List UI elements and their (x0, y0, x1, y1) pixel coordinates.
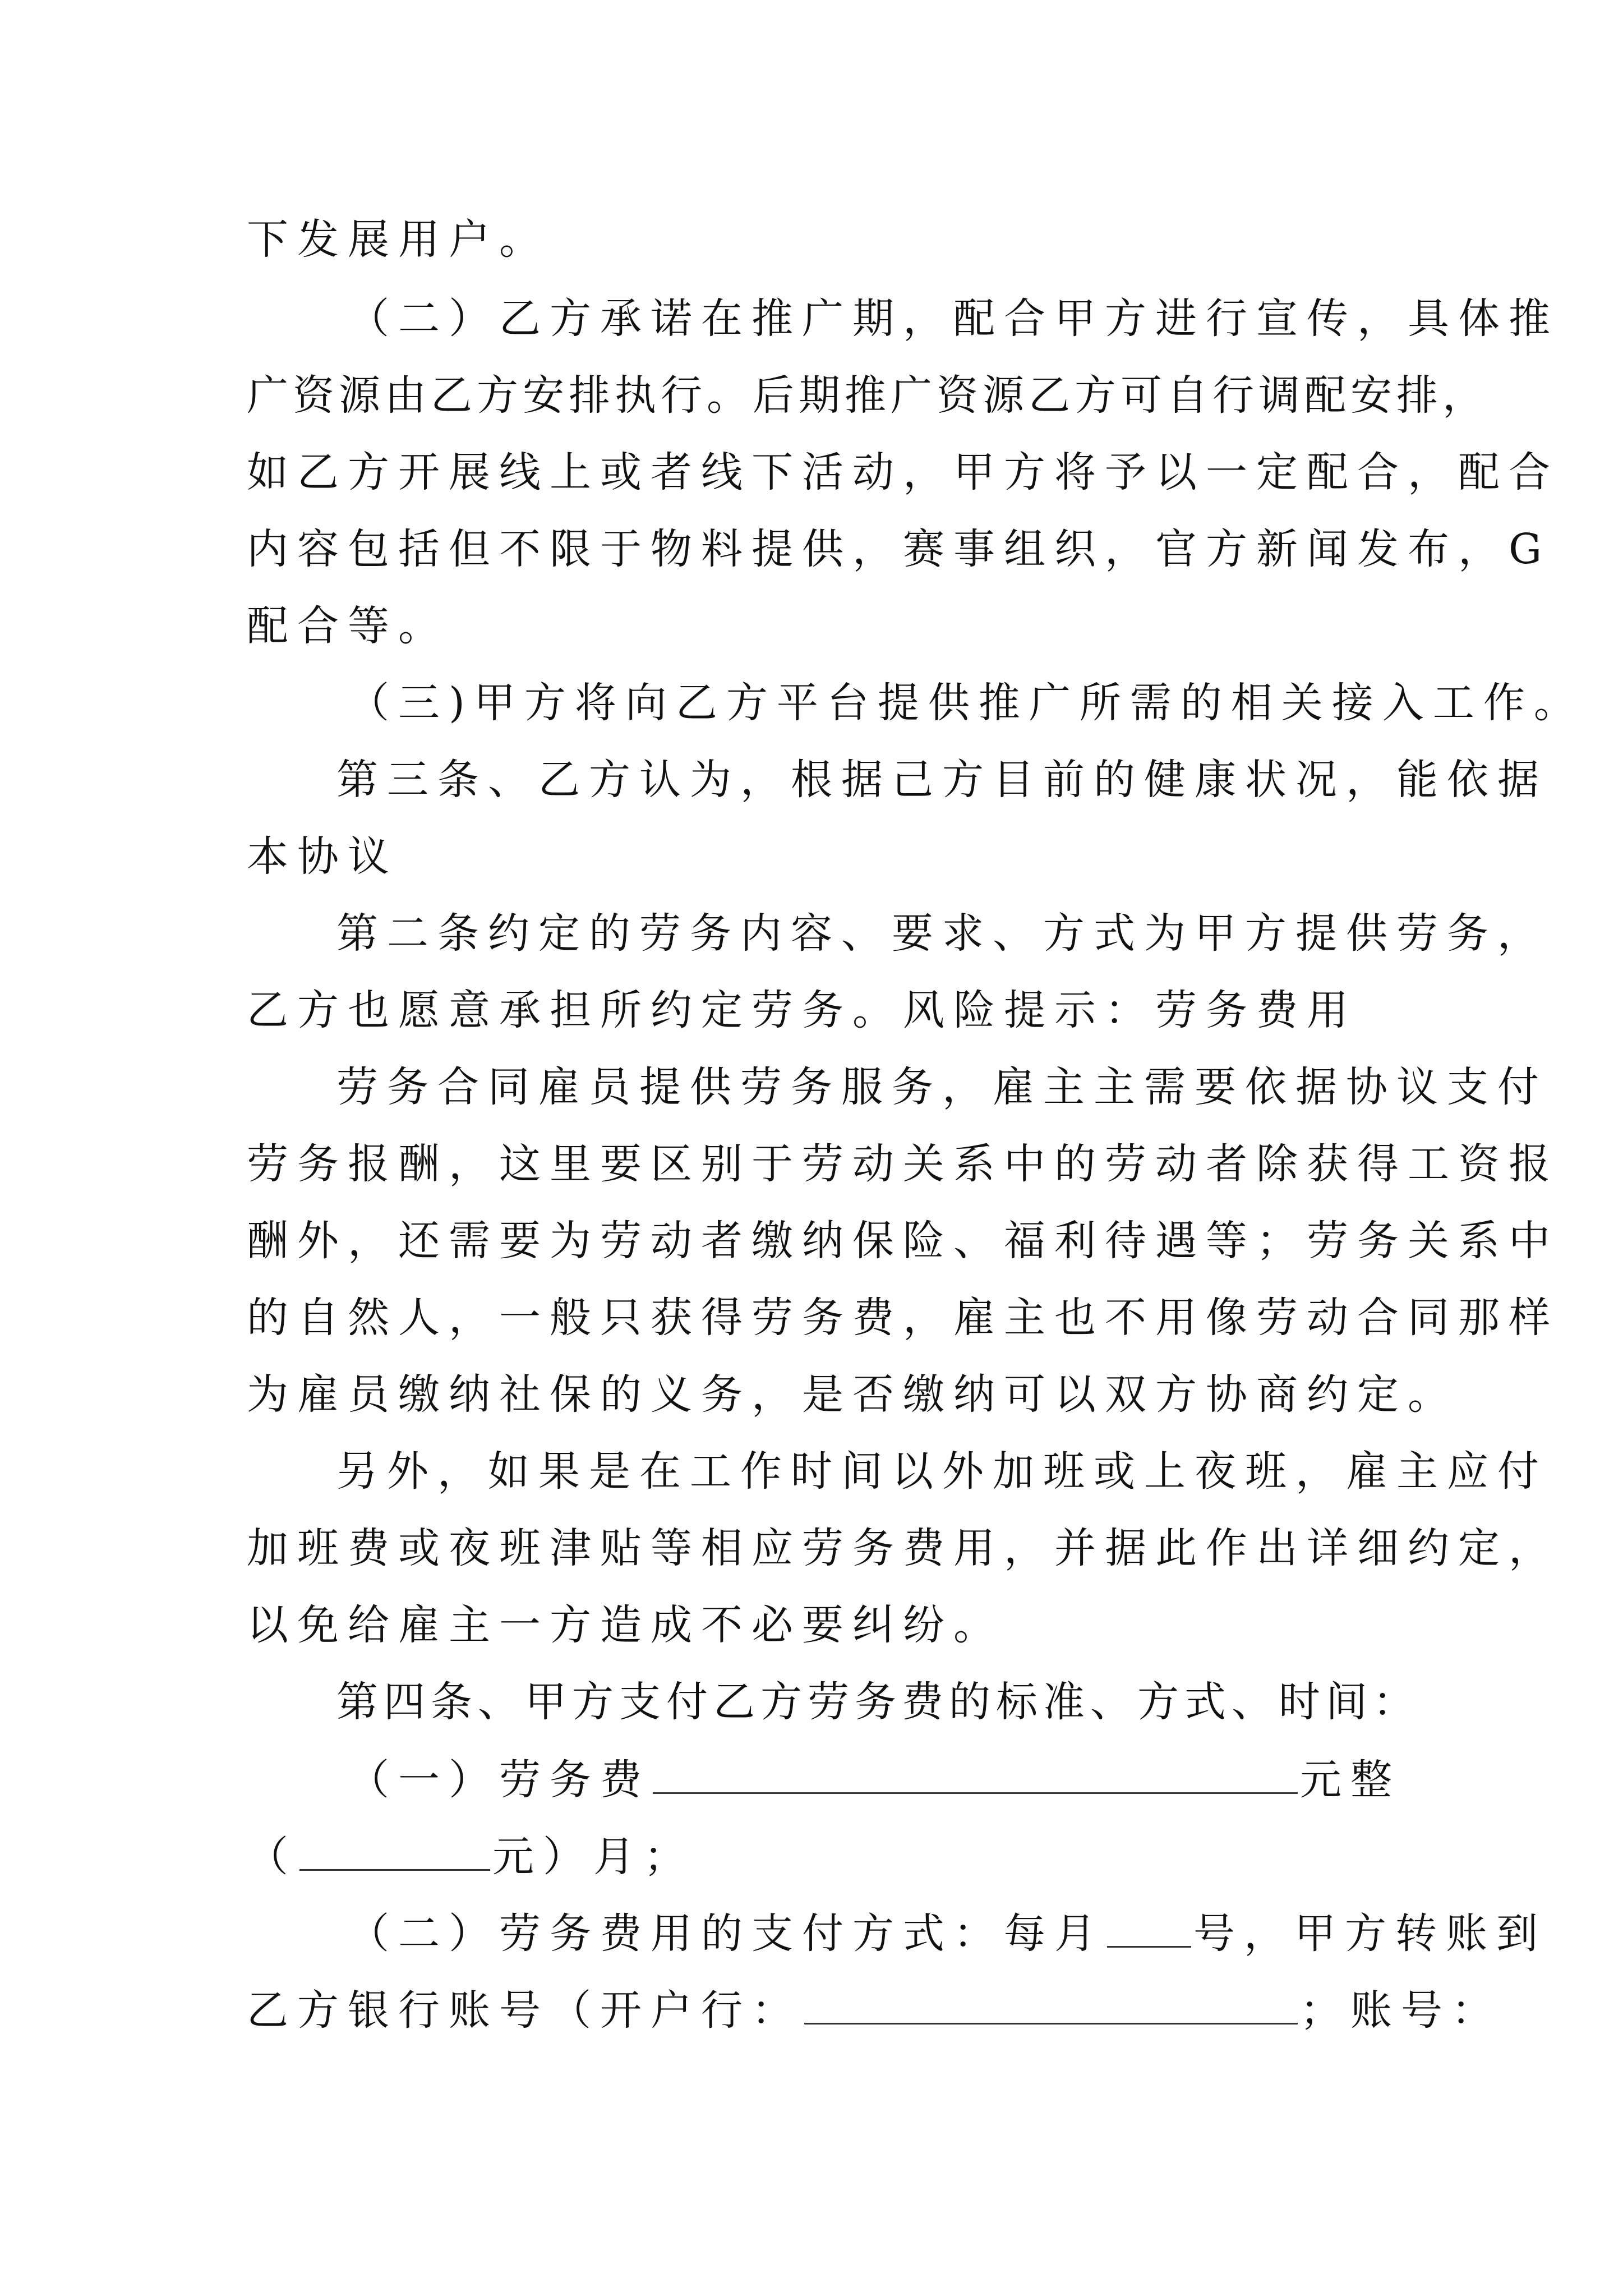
text-line: 加班费或夜班津贴等相应劳务费用，并据此作出详细约定， (247, 1524, 1559, 1572)
text-line: 本协议 (247, 832, 398, 881)
fee-unit: 元整 (1300, 1756, 1401, 1804)
text-line: 劳务合同雇员提供劳务服务，雇主主需要依据协议支付 (336, 1063, 1548, 1111)
text-line: 以免给雇主一方造成不必要纠纷。 (247, 1601, 1004, 1649)
text-line: 下发展用户。 (247, 215, 550, 264)
pay-method-line (348, 1904, 1547, 1962)
fee-line (348, 1751, 1401, 1808)
text-line: （三)甲方将向乙方平台提供推广所需的相关接入工作。 (348, 679, 1584, 727)
text-line: 酬外，还需要为劳动者缴纳保险、福利待遇等；劳务关系中 (247, 1217, 1559, 1265)
text-line: 广资源由乙方安排执行。后期推广资源乙方可自行调配安排， (247, 371, 1488, 420)
pay-method-suffix: 号，甲方转账到 (1193, 1910, 1547, 1958)
text-line: 的自然人，一般只获得劳务费，雇主也不用像劳动合同那样 (247, 1294, 1559, 1342)
text-line: 第四条、甲方支付乙方劳务费的标准、方式、时间： (336, 1678, 1420, 1726)
fee-label: （一）劳务费 (348, 1756, 651, 1804)
fee-paren-open: （ (247, 1833, 297, 1881)
text-line: 配合等。 (247, 602, 449, 650)
text-line: （二）乙方承诺在推广期，配合甲方进行宣传，具体推 (348, 295, 1559, 343)
bank-name-blank[interactable] (804, 1981, 1298, 2024)
fee-uppercase-blank[interactable] (299, 1828, 490, 1871)
fee-paren-line (247, 1828, 694, 1885)
text-line: 另外，如果是在工作时间以外加班或上夜班，雇主应付 (336, 1447, 1548, 1496)
bank-label: 乙方银行账号（开户行： (247, 1986, 802, 2035)
text-line: 内容包括但不限于物料提供，赛事组织，官方新闻发布，G (247, 525, 1551, 573)
account-label: ；账号： (1300, 1986, 1502, 2035)
text-line: 第二条约定的劳务内容、要求、方式为甲方提供劳务， (336, 909, 1548, 958)
text-line: 如乙方开展线上或者线下活动，甲方将予以一定配合，配合 (247, 448, 1559, 496)
text-line: 劳务报酬，这里要区别于劳动关系中的劳动者除获得工资报 (247, 1140, 1559, 1188)
text-line: 乙方也愿意承担所约定劳务。风险提示：劳务费用 (247, 986, 1357, 1034)
pay-method-label: （二）劳务费用的支付方式：每月 (348, 1910, 1105, 1958)
fee-paren-unit: 元）月； (492, 1833, 694, 1881)
pay-day-blank[interactable] (1107, 1904, 1191, 1948)
text-line: 为雇员缴纳社保的义务，是否缴纳可以双方协商约定。 (247, 1370, 1458, 1419)
fee-amount-blank[interactable] (653, 1751, 1298, 1794)
text-line: 第三条、乙方认为，根据己方目前的健康状况，能依据 (336, 756, 1548, 804)
bank-line (247, 1981, 1502, 2039)
